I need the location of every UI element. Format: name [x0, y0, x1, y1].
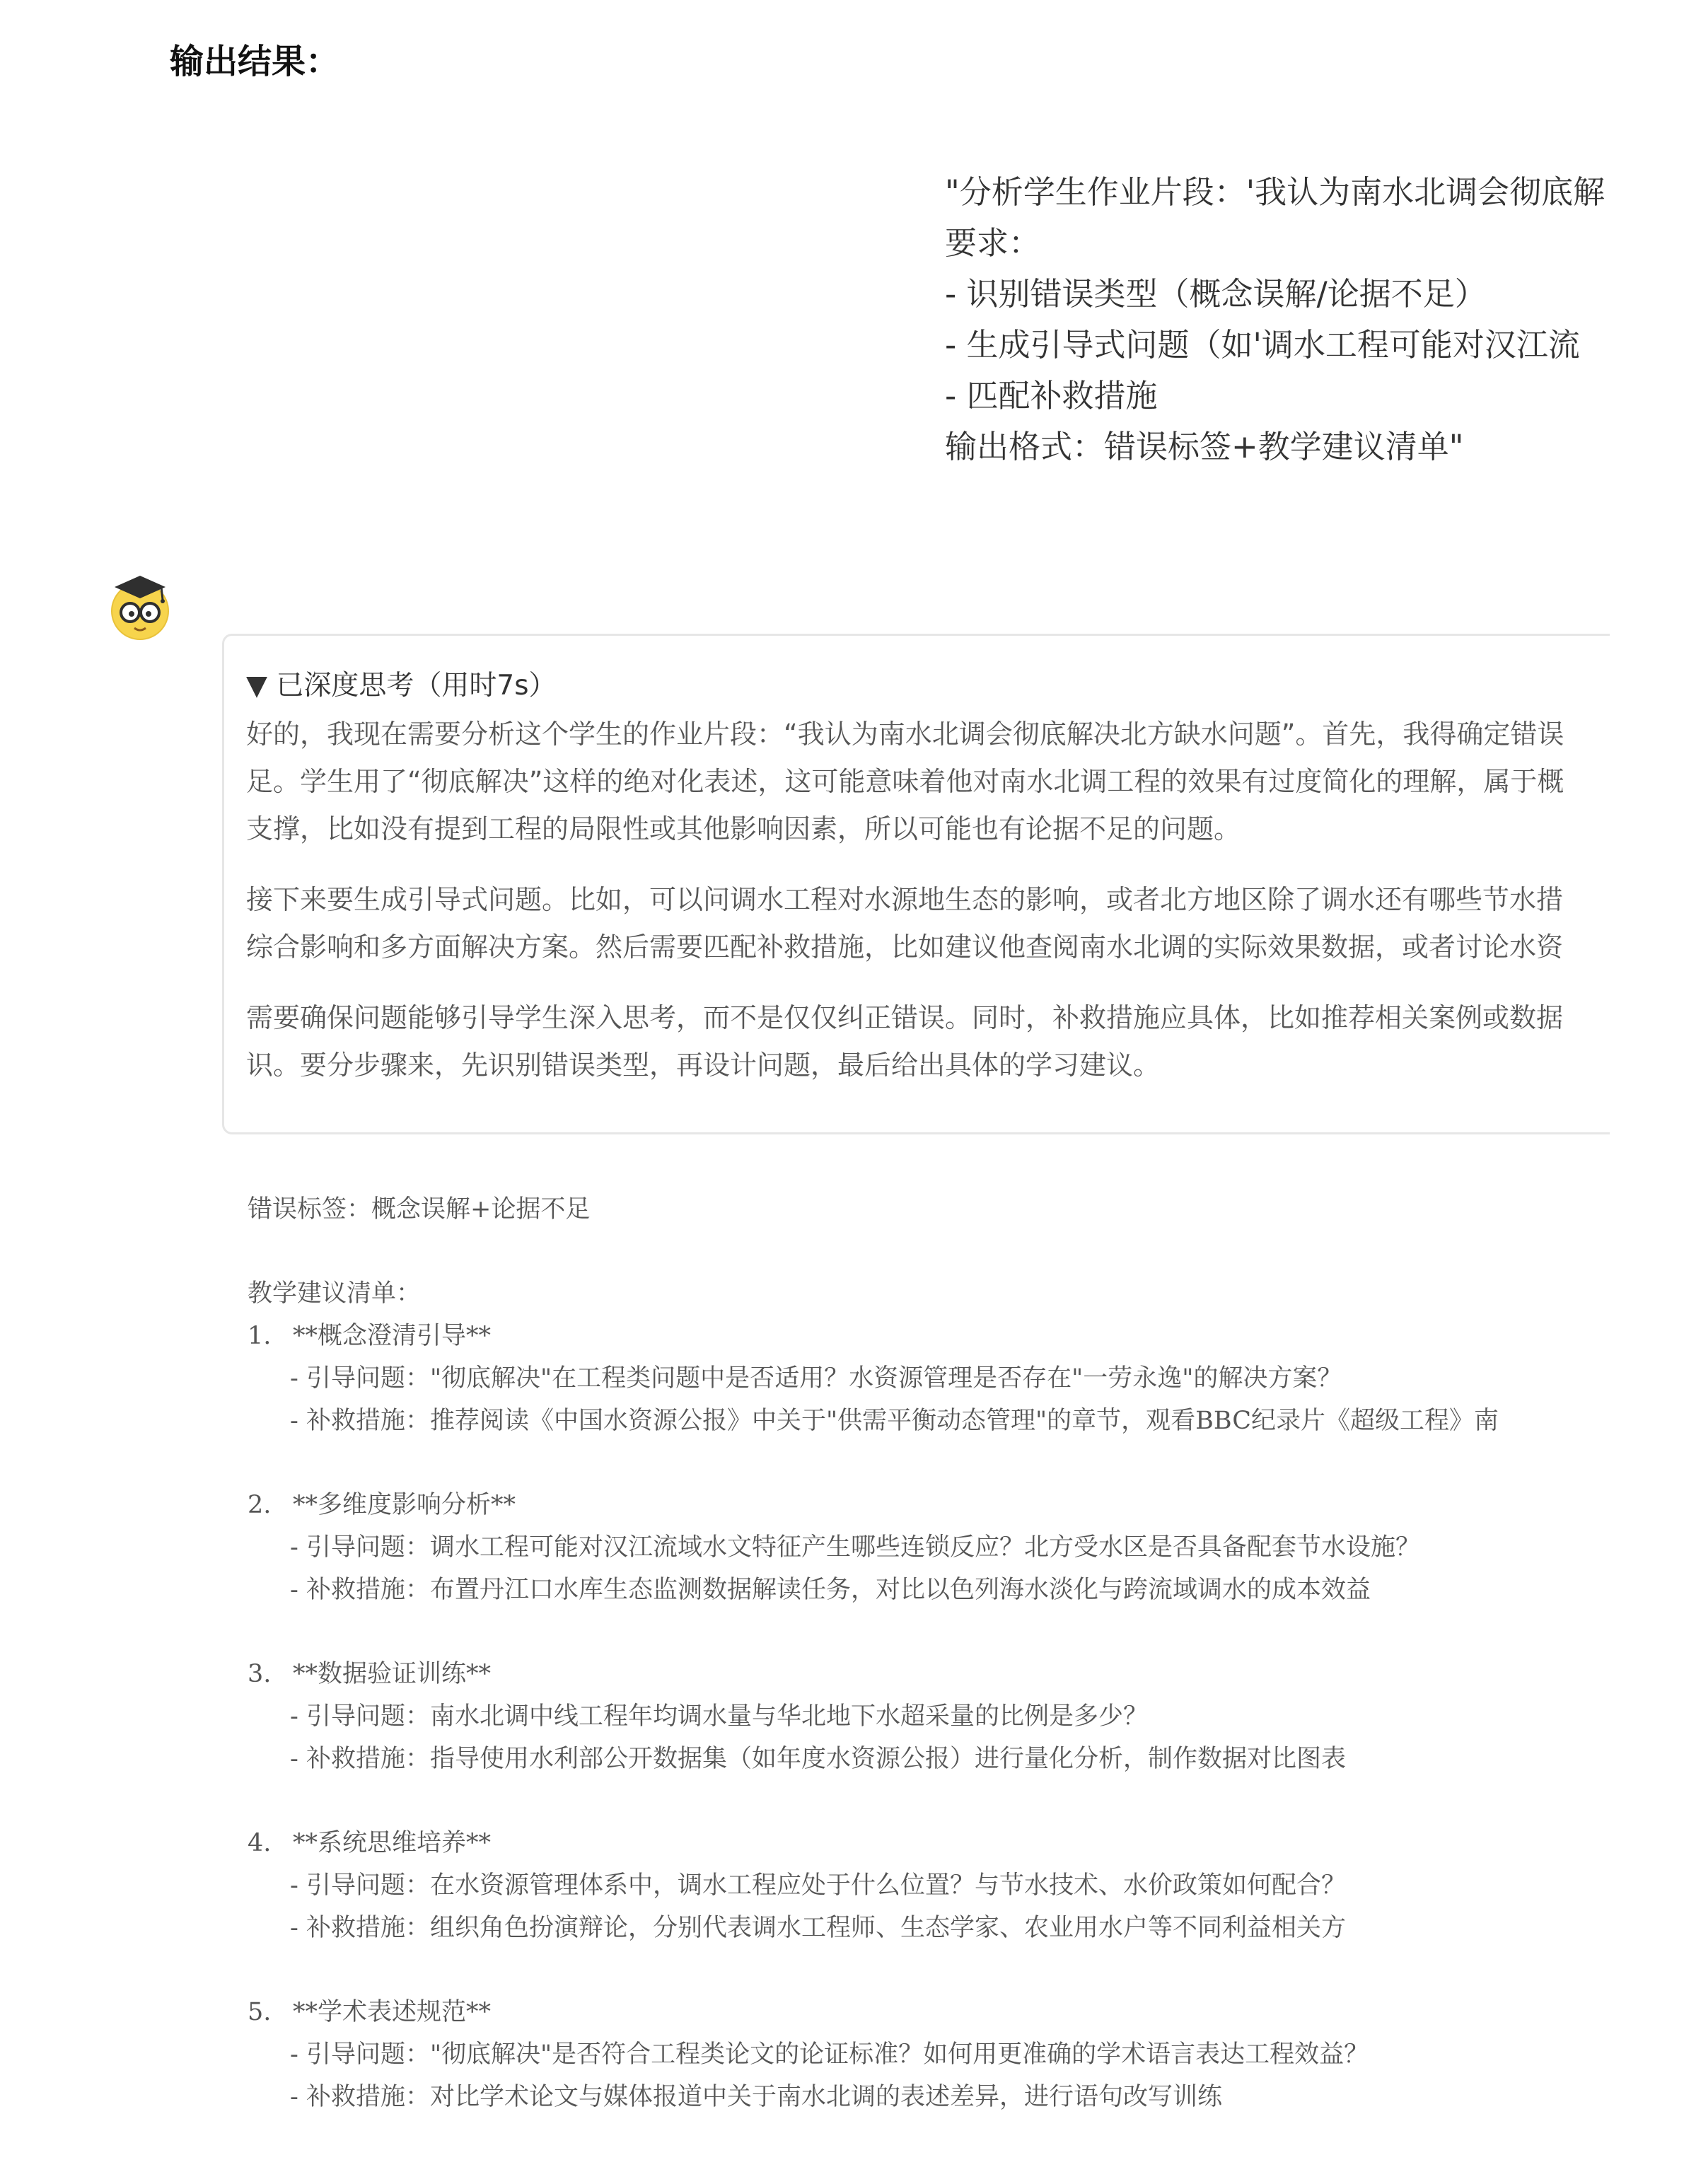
item-number: 4. — [248, 1829, 272, 1857]
item-remedy: - 补救措施：指导使用水利部公开数据集（如年度水资源公报）进行量化分析，制作数据对比图表 — [290, 1745, 1346, 1773]
item-question: - 引导问题：调水工程可能对汉江流域水文特征产生哪些连锁反应？北方受水区是否具备配套节水设施？ — [290, 1533, 1420, 1562]
thinking-toggle[interactable]: ▼ 已深度思考（用时7s） — [246, 670, 557, 702]
suggestion-list-title: 教学建议清单： — [248, 1279, 422, 1308]
suggestion-item — [248, 1822, 1613, 1949]
item-remedy: - 补救措施：推荐阅读《中国水资源公报》中关于"供需平衡动态管理"的章节，观看BBC纪录片《超级工程》南 — [290, 1407, 1499, 1435]
thinking-line: 需要确保问题能够引导学生深入思考，而不是仅仅纠正错误。同时，补救措施应具体，比如推荐相关案例或数据 — [246, 1002, 1564, 1033]
item-title: **多维度影响分析** — [293, 1491, 516, 1519]
nerd-glasses-avatar-icon — [110, 571, 170, 642]
answer-body — [248, 1188, 1613, 2178]
prompt-line: - 识别错误类型（概念误解/论据不足） — [945, 275, 1487, 313]
prompt-line: "分析学生作业片段：'我认为南水北调会彻底解 — [945, 173, 1605, 211]
thinking-paragraph — [246, 994, 1610, 1089]
output-heading: 输出结果： — [170, 42, 340, 81]
item-remedy: - 补救措施：布置丹江口水库生态监测数据解读任务，对比以色列海水淡化与跨流域调水的成本效益 — [290, 1576, 1371, 1604]
item-title: **系统思维培养** — [293, 1829, 492, 1857]
suggestion-item — [248, 1484, 1613, 1611]
item-question: - 引导问题：在水资源管理体系中，调水工程应处于什么位置？与节水技术、水价政策如何配合？ — [290, 1871, 1346, 1900]
item-question: - 引导问题："彻底解决"在工程类问题中是否适用？水资源管理是否存在"一劳永逸"的解决方案？ — [290, 1364, 1342, 1393]
error-label: 错误标签：概念误解+论据不足 — [248, 1195, 591, 1224]
suggestion-item — [248, 1991, 1613, 2118]
prompt-line: 输出格式：错误标签+教学建议清单" — [945, 428, 1464, 465]
item-number: 3. — [248, 1660, 272, 1688]
thinking-paragraph — [246, 711, 1610, 853]
item-number: 5. — [248, 1998, 272, 2026]
thinking-line: 识。要分步骤来，先识别错误类型，再设计问题，最后给出具体的学习建议。 — [246, 1050, 1161, 1081]
user-prompt-bubble — [945, 167, 1610, 472]
prompt-line: 要求： — [945, 224, 1041, 262]
thinking-line: 足。学生用了“彻底解决”这样的绝对化表述，这可能意味着他对南水北调工程的效果有过度简化的理解，属于概 — [246, 766, 1564, 797]
item-question: - 引导问题："彻底解决"是否符合工程类论文的论证标准？如何用更准确的学术语言表达工程效益？ — [290, 2040, 1369, 2069]
item-title: **概念澄清引导** — [293, 1322, 492, 1350]
thinking-content — [246, 662, 1610, 1113]
item-title: **学术表述规范** — [293, 1998, 492, 2026]
suggestion-item — [248, 1315, 1613, 1442]
item-number: 2. — [248, 1491, 272, 1519]
item-number: 1. — [248, 1322, 272, 1350]
item-remedy: - 补救措施：组织角色扮演辩论，分别代表调水工程师、生态学家、农业用水户等不同利益相关方 — [290, 1914, 1346, 1942]
prompt-line: - 生成引导式问题（如'调水工程可能对汉江流 — [945, 326, 1580, 364]
thinking-panel-clip — [222, 634, 1610, 1143]
thinking-line: 支撑，比如没有提到工程的局限性或其他影响因素，所以可能也有论据不足的问题。 — [246, 813, 1241, 844]
item-question: - 引导问题：南水北调中线工程年均调水量与华北地下水超采量的比例是多少？ — [290, 1702, 1148, 1731]
item-remedy: - 补救措施：对比学术论文与媒体报道中关于南水北调的表述差异，进行语句改写训练 — [290, 2083, 1222, 2111]
suggestion-item — [248, 1653, 1613, 1780]
thinking-line: 综合影响和多方面解决方案。然后需要匹配补救措施，比如建议他查阅南水北调的实际效果数据，或者讨论水资 — [246, 931, 1564, 963]
thinking-paragraph — [246, 876, 1610, 971]
prompt-line: - 匹配补救措施 — [945, 377, 1158, 414]
thinking-line: 接下来要生成引导式问题。比如，可以问调水工程对水源地生态的影响，或者北方地区除了调水还有哪些节水措 — [246, 884, 1564, 915]
thinking-line: 好的，我现在需要分析这个学生的作业片段：“我认为南水北调会彻底解决北方缺水问题”。首先，我得确定错误 — [246, 719, 1564, 750]
item-title: **数据验证训练** — [293, 1660, 492, 1688]
